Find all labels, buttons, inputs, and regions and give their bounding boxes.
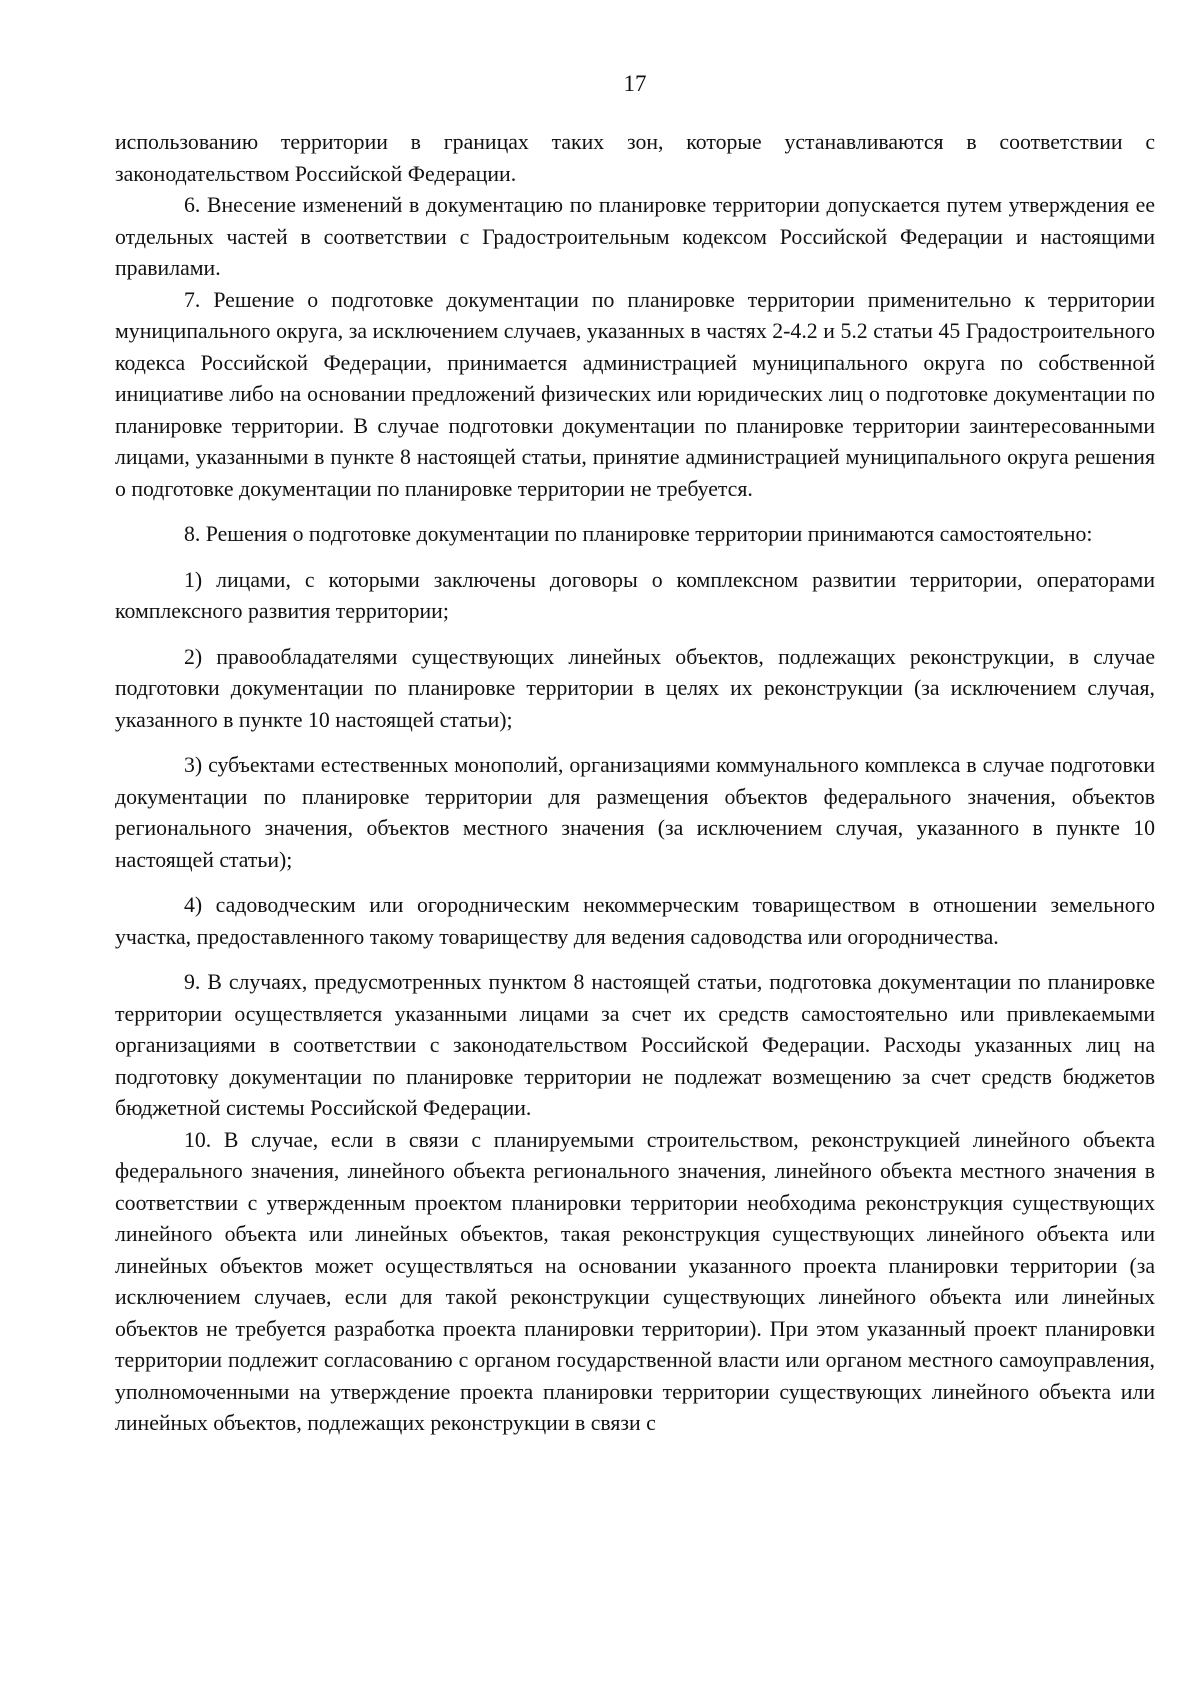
paragraph-item-10: 10. В случае, если в связи с планируемыми строительством, реконструкцией линейного объекта федерального значения, линейного объекта регионального значения, линейного объекта местного значения в соответствии с утвержденным проектом планировки территории необходима реконструкция существующих линейного объекта или линейных объектов, такая реконструкция существующих линейного объекта или линейных объектов может осуществляться на основании указанного проекта планировки территории (за исключением случаев, если для такой реконструкции существующих линейного объекта или линейных объектов не требуется разработка проекта планировки территории). При этом указанный проект планировки территории подлежит согласованию с органом государственной власти или органом местного самоуправления, уполномоченными на утверждение проекта планировки территории существующих линейного объекта или линейных объектов, подлежащих реконструкции в связи с (115, 1127, 1155, 1435)
subitem-2: 2) правообладателями существующих линейных объектов, подлежащих реконструкции, в случае подготовки документации по планировке территории в целях их реконструкции (за исключением случая, указанного в пункте 10 настоящей статьи); (115, 644, 1155, 732)
paragraph-continuation: использованию территории в границах таких зон, которые устанавливаются в соответствии с законодательством Российской Федерации. (115, 130, 1155, 186)
subitem-4: 4) садоводческим или огородническим некоммерческим товариществом в отношении земельного участка, предоставленного такому товариществу для ведения садоводства или огородничества. (115, 893, 1155, 949)
paragraph-item-6: 6. Внесение изменений в документацию по планировке территории допускается путем утверждения ее отдельных частей в соответствии с Градостроительным кодексом Российской Федерации и настоящими правилами. (115, 193, 1155, 280)
subitem-3: 3) субъектами естественных монополий, организациями коммунального комплекса в случае подготовки документации по планировке территории для размещения объектов федерального значения, объектов регионального значения, объектов местного значения (за исключением случая, указанного в пункте 10 настоящей статьи); (115, 753, 1155, 872)
paragraph-item-8: 8. Решения о подготовке документации по планировке территории принимаются самостоятельно: (184, 522, 1093, 546)
paragraph-item-7: 7. Решение о подготовке документации по планировке территории применительно к территории муниципального округа, за исключением случаев, указанных в частях 2-4.2 и 5.2 статьи 45 Градостроительного кодекса Российской Федерации, принимается администрацией муниципального округа по собственной инициативе либо на основании предложений физических или юридических лиц о подготовке документации по планировке территории. В случае подготовки документации по планировке территории заинтересованными лицами, указанными в пункте 8 настоящей статьи, принятие администрацией муниципального округа решения о подготовке документации по планировке территории не требуется. (115, 287, 1155, 501)
document-body (115, 127, 1155, 1440)
paragraph-item-9: 9. В случаях, предусмотренных пунктом 8 настоящей статьи, подготовка документации по планировке территории осуществляется указанными лицами за счет их средств самостоятельно или привлекаемыми организациями в соответствии с законодательством Российской Федерации. Расходы указанных лиц на подготовку документации по планировке территории не подлежат возмещению за счет средств бюджетов бюджетной системы Российской Федерации. (115, 970, 1155, 1120)
subitem-1: 1) лицами, с которыми заключены договоры о комплексном развитии территории, операторами комплексного развития территории; (115, 567, 1155, 623)
page-number: 17 (623, 71, 647, 96)
